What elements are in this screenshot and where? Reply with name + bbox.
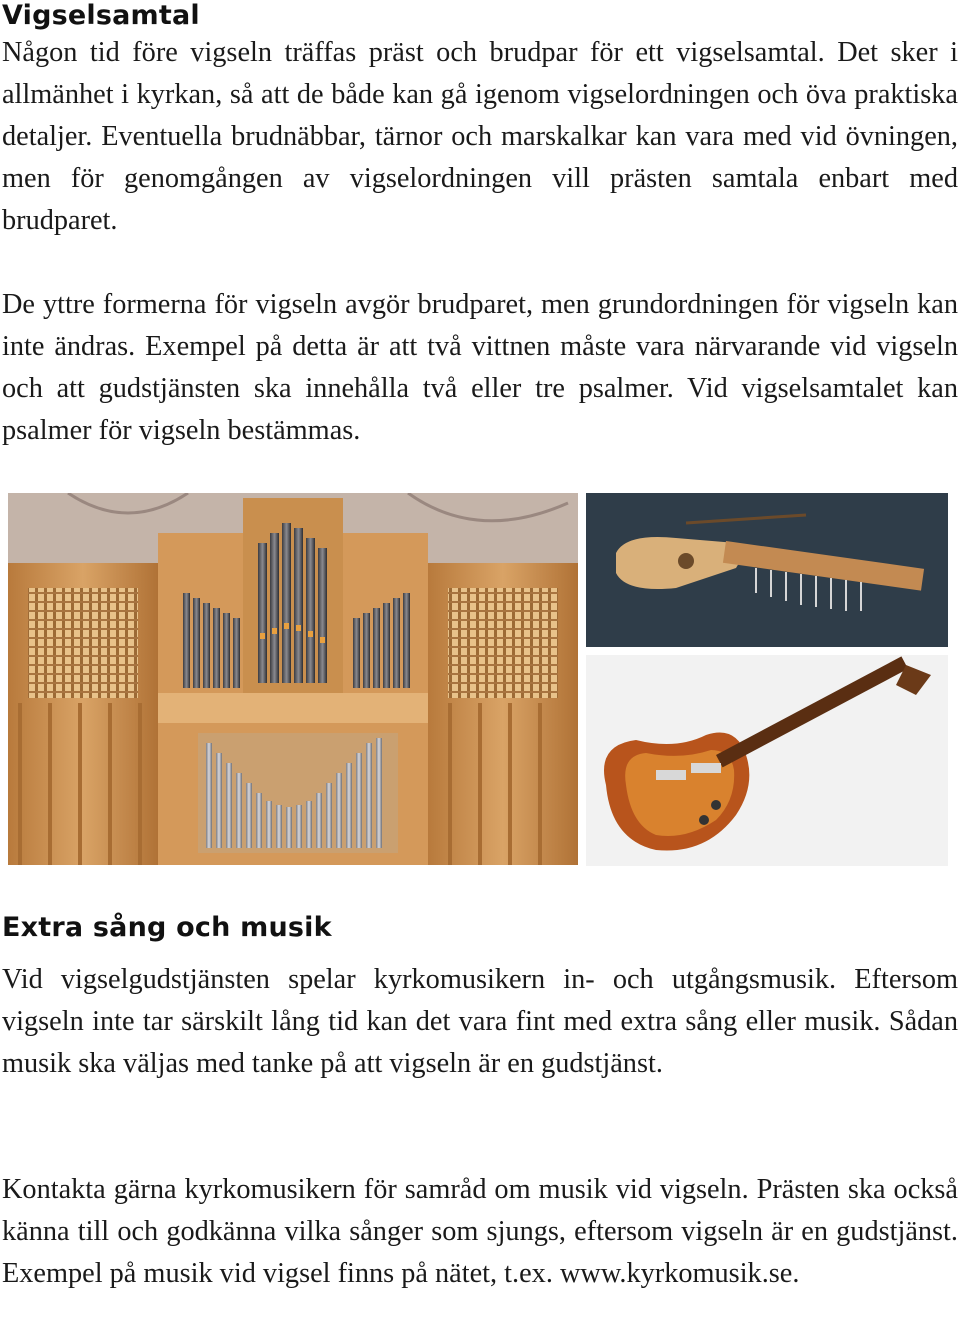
organ-photo	[8, 493, 578, 865]
paragraph-vigselsamtal-1: Någon tid före vigseln träffas präst och brudpar för ett vigselsamtal. Det sker i allmänhet i kyrkan, så att de både kan gå igenom vigselordningen och öva praktiska detaljer. Eventuella brudnäbbar, tärnor och marskalkar kan vara med vid övningen, men för genomgången av vigselordningen vill prästen samtala enbart med brudparet.	[2, 37, 958, 236]
electric-guitar-photo	[586, 655, 948, 866]
paragraph-extra-musik-1: Vid vigselgudstjänsten spelar kyrkomusikern in- och utgångsmusik. Eftersom vigseln inte tar särskilt lång tid kan det vara fint med extra sång eller musik. Sådan musik ska väljas med tanke på att vigseln är en gudstjänst.	[2, 964, 958, 1079]
nyckelharpa-photo	[586, 493, 948, 647]
paragraph-vigselsamtal-2: De yttre formerna för vigseln avgör brudparet, men grundordningen för vigseln kan inte ändras. Exempel på detta är att två vittnen måste vara närvarande vid vigseln och att gudstjänsten ska innehålla två eller tre psalmer. Vid vigselsamtalet kan psalmer för vigseln bestämmas.	[2, 289, 958, 446]
section-heading-extra-sang-och-musik: Extra sång och musik	[2, 912, 332, 943]
section-heading-vigselsamtal: Vigselsamtal	[2, 0, 200, 31]
paragraph-extra-musik-2: Kontakta gärna kyrkomusikern för samråd om musik vid vigseln. Prästen ska också känna till och godkänna vilka sånger som sjungs, eftersom vigseln är en gudstjänst. Exempel på musik vid vigsel finns på nätet, t.ex. www.kyrkomusik.se.	[2, 1174, 958, 1289]
